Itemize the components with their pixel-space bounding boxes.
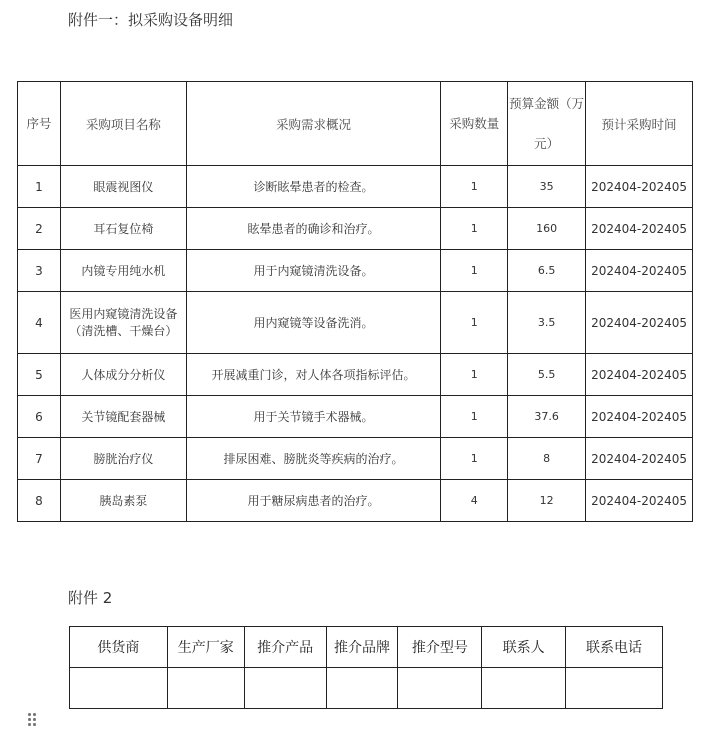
header-time: 预计采购时间	[586, 82, 693, 166]
cell-desc: 用内窥镜等设备洗消。	[186, 292, 441, 354]
header-budget: 预算金额（万元）	[508, 82, 586, 166]
table-row	[18, 354, 693, 396]
cell-name: 耳石复位椅	[60, 208, 186, 250]
cell-budget: 35	[508, 166, 586, 208]
cell-time: 202404-202405	[586, 354, 693, 396]
cell-no: 3	[18, 250, 61, 292]
cell-budget: 160	[508, 208, 586, 250]
supplier-table	[69, 626, 663, 709]
supplier-header-cell: 供货商	[70, 627, 168, 668]
header-no: 序号	[18, 82, 61, 166]
header-name: 采购项目名称	[60, 82, 186, 166]
supplier-blank-cell[interactable]	[566, 668, 663, 709]
cell-no: 7	[18, 438, 61, 480]
cell-time: 202404-202405	[586, 208, 693, 250]
cell-qty: 1	[441, 250, 508, 292]
supplier-blank-row	[70, 668, 663, 709]
cell-budget: 12	[508, 480, 586, 522]
table-row	[18, 292, 693, 354]
cell-no: 6	[18, 396, 61, 438]
supplier-header-cell: 联系人	[482, 627, 566, 668]
cell-qty: 1	[441, 208, 508, 250]
cell-desc: 用于内窥镜清洗设备。	[186, 250, 441, 292]
cell-time: 202404-202405	[586, 250, 693, 292]
table-row	[18, 438, 693, 480]
table-row	[18, 208, 693, 250]
attachment1-title: 附件一：拟采购设备明细	[68, 11, 234, 29]
supplier-header-cell: 联系电话	[566, 627, 663, 668]
header-qty: 采购数量	[441, 82, 508, 166]
cell-time: 202404-202405	[586, 438, 693, 480]
supplier-header-cell: 推介品牌	[326, 627, 398, 668]
attachment2-title: 附件 2	[68, 589, 113, 607]
cell-qty: 1	[441, 166, 508, 208]
cell-budget: 8	[508, 438, 586, 480]
cell-budget: 3.5	[508, 292, 586, 354]
cell-desc: 用于关节镜手术器械。	[186, 396, 441, 438]
equipment-table	[17, 81, 693, 522]
cell-qty: 4	[441, 480, 508, 522]
cell-qty: 1	[441, 354, 508, 396]
cell-name: 内镜专用纯水机	[60, 250, 186, 292]
table-row	[18, 480, 693, 522]
supplier-blank-cell[interactable]	[326, 668, 398, 709]
cell-qty: 1	[441, 438, 508, 480]
cell-budget: 5.5	[508, 354, 586, 396]
cell-no: 8	[18, 480, 61, 522]
header-desc: 采购需求概况	[186, 82, 441, 166]
cell-budget: 6.5	[508, 250, 586, 292]
supplier-blank-cell[interactable]	[244, 668, 326, 709]
supplier-blank-cell[interactable]	[398, 668, 482, 709]
supplier-header-cell: 推介型号	[398, 627, 482, 668]
cell-name: 胰岛素泵	[60, 480, 186, 522]
cell-name: 医用内窥镜清洗设备（清洗槽、干燥台）	[60, 292, 186, 354]
supplier-header-row	[70, 627, 663, 668]
cell-qty: 1	[441, 292, 508, 354]
cell-qty: 1	[441, 396, 508, 438]
supplier-blank-cell[interactable]	[70, 668, 168, 709]
cell-time: 202404-202405	[586, 166, 693, 208]
cell-desc: 用于糖尿病患者的治疗。	[186, 480, 441, 522]
drag-handle-icon[interactable]	[28, 713, 38, 729]
supplier-blank-cell[interactable]	[482, 668, 566, 709]
cell-name: 眼震视图仪	[60, 166, 186, 208]
cell-desc: 排尿困难、膀胱炎等疾病的治疗。	[186, 438, 441, 480]
cell-desc: 开展减重门诊，对人体各项指标评估。	[186, 354, 441, 396]
table-row	[18, 396, 693, 438]
cell-time: 202404-202405	[586, 292, 693, 354]
table-header-row	[18, 82, 693, 166]
table-row	[18, 250, 693, 292]
supplier-header-cell: 生产厂家	[167, 627, 244, 668]
cell-desc: 眩晕患者的确诊和治疗。	[186, 208, 441, 250]
cell-no: 1	[18, 166, 61, 208]
cell-budget: 37.6	[508, 396, 586, 438]
supplier-blank-cell[interactable]	[167, 668, 244, 709]
cell-no: 4	[18, 292, 61, 354]
table-row	[18, 166, 693, 208]
cell-desc: 诊断眩晕患者的检查。	[186, 166, 441, 208]
cell-name: 关节镜配套器械	[60, 396, 186, 438]
cell-name: 人体成分分析仪	[60, 354, 186, 396]
supplier-header-cell: 推介产品	[244, 627, 326, 668]
cell-name: 膀胱治疗仪	[60, 438, 186, 480]
cell-no: 2	[18, 208, 61, 250]
cell-no: 5	[18, 354, 61, 396]
cell-time: 202404-202405	[586, 396, 693, 438]
cell-time: 202404-202405	[586, 480, 693, 522]
